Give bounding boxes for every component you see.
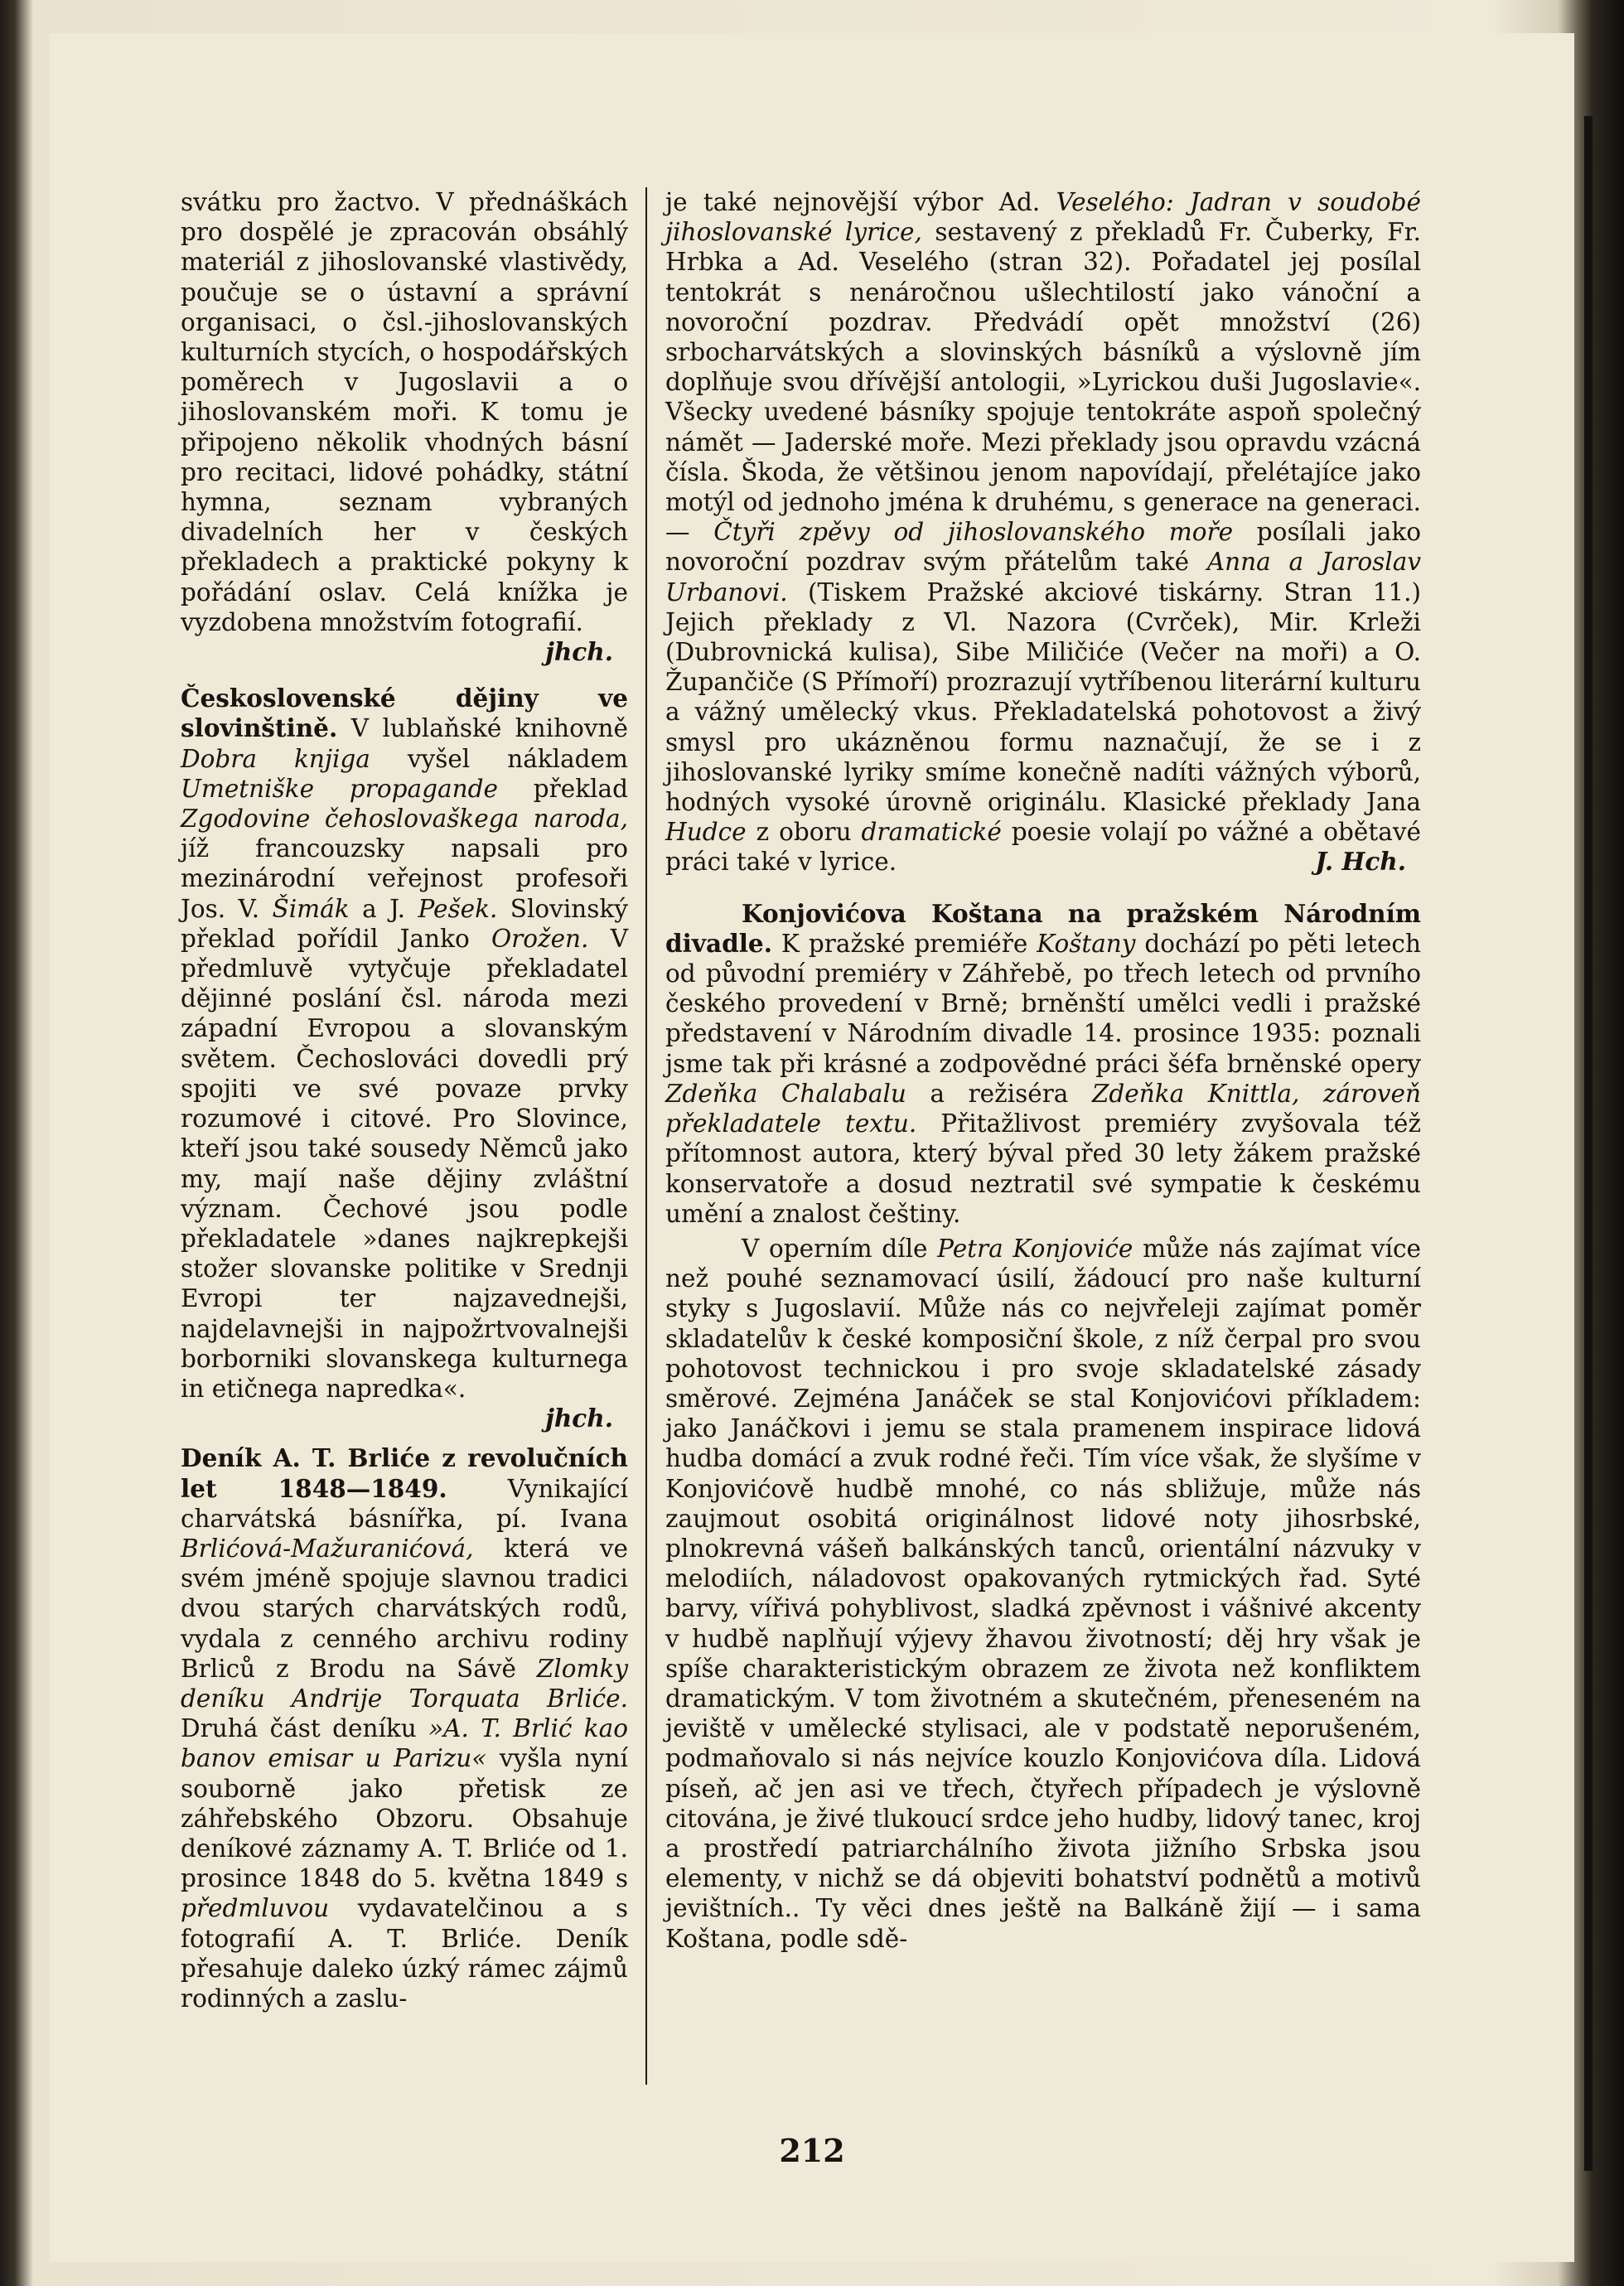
right-column — [665, 187, 1421, 1954]
article-paragraph: Deník A. T. Brliće z revolučních let 1848—1849. Vynikající charvátská básnířka, pí. Ivana Brlićová-Mažuranićová, která ve svém jméně spojuje slavnou tradici dvou starých charvátských rodů, vydala z cenného archivu rodiny Brliců z Brodu na Sávě Zlomky deníku Andrije Torquata Brliće. Druhá část deníku »A. T. Brlić kao banov emisar u Parizu« vyšla nyní souborně jako přetisk ze záhřebského Obzoru. Obsahuje deníkové záznamy A. T. Brliće od 1. prosince 1848 do 5. května 1849 s předmluvou vydavatelčinou a s fotografií A. T. Brliće. Deník přesahuje daleko úzký rámec zájmů rodinných a zaslu- — [181, 1443, 628, 2013]
article-paragraph: Československé dějiny ve slovinštině. V lublaňské knihovně Dobra knjiga vyšel nákladem Umetniške propagande překlad Zgodovine čehoslovaškega naroda, jíž francouzsky napsali pro mezinárodní veřejnost profesoři Jos. V. Šimák a J. Pešek. Slovinský překlad pořídil Janko Orožen. V předmluvě vytyčuje překladatel dějinné poslání čsl. národa mezi západní Evropou a slovanským světem. Čechoslováci dovedli prý spojiti ve své povaze prvky rozumové i citové. Pro Slovince, kteří jsou také sousedy Němců jako my, mají naše dějiny zvláštní význam. Čechové jsou podle překladatele »danes najkrepkejši stožer slovanske politike v Srednji Evropi ter najzavednejši, najdelavnejši in najpožrtvovalnejši borborniki slovanskega kulturnega in etičnega napredka«. — [181, 684, 628, 1403]
article-heading: Československé dějiny ve slovinštině. — [181, 684, 628, 743]
signature: jhch. — [545, 1404, 613, 1433]
article-paragraph: svátku pro žactvo. V přednáškách pro dospělé je zpracován obsáhlý materiál z jihoslovanské vlastivědy, poučuje se o ústavní a správní organisaci, o čsl.-jihoslovanských kulturních stycích, o hospodářských poměrech v Jugoslavii a o jihoslovanském moři. K tomu je připojeno několik vhodných básní pro recitaci, lidové pohádky, státní hymna, seznam vybraných divadelních her v českých překladech a praktické pokyny k pořádání oslav. Celá knížka je vyzdobena množstvím fotografií. — [181, 188, 628, 636]
column-divider — [645, 187, 647, 2085]
signature: J. Hch. — [1315, 847, 1406, 877]
page-number: 212 — [779, 2132, 845, 2169]
article-heading: Deník A. T. Brliće z revolučních let 1848—1849. — [181, 1443, 628, 1503]
article-paragraph: V operním díle Petra Konjoviće může nás zajímat více než pouhé seznamovací úsilí, žádoucí pro naše kulturní styky s Jugoslavií. Může nás co nejvřeleji zajímat poměr skladatelův k české komposiční škole, z níž čerpal pro svou pohotovost technickou i pro svoje skladatelské zásady směrové. Zejména Janáček se stal Konjovićovi příkladem: jako Janáčkovi i jemu se stala pramenem inspirace lidová hudba domácí a zvuk rodné řeči. Tím více však, že slyšíme v Konjovićově hudbě mnohé, co nás sbližuje, může nás zaujmout osobitá originálnost lidové noty jihosrbské, plnokrevná vášeň balkánských tanců, orientální názvuky v melodiích, náladovost opakovaných rytmických řad. Syté barvy, vířivá pohyblivost, sladká zpěvnost i vášnivé akcenty v hudbě naplňují výjevy žhavou životností; děj hry však je spíše charakteristickým obrazem ze života než konfliktem dramatickým. V tom životném a skutečném, přeneseném na jeviště v umělecké stylisaci, ale v podstatě neporušeném, podmaňovalo si nás nejvíce kouzlo Konjovićova díla. Lidová píseň, ač jen asi ve třech, čtyřech případech je výslovně citována, je živé tlukoucí srdce jeho hudby, lidový tanec, kroj a prostředí patriarchálního života jižního Srbska jsou elementy, v nichž se dá objeviti bohatství podnětů a motivů jevištních.. Ty věci dnes ještě na Balkáně žijí — i sama Koštana, podle sdě- — [665, 1234, 1421, 1953]
spine-shadow — [1584, 116, 1593, 2171]
article-paragraph: Konjovićova Koštana na pražském Národním divadle. K pražské premiéře Koštany dochází po pěti letech od původní premiéry v Záhřebě, po třech letech od prvního českého provedení v Brně; brněnští umělci vedli i pražské představení v Národním divadle 14. prosince 1935: poznali jsme tak při krásné a zodpovědné práci šéfa brněnské opery Zdeňka Chalabalu a režiséra Zdeňka Knittla, zároveň překladatele textu. Přitažlivost premiéry zvyšovala též přítomnost autora, který býval před 30 lety žákem pražské konservatoře a dosud neztratil své sympatie k českému umění a znalost češtiny. — [665, 898, 1421, 1228]
left-column — [181, 187, 628, 2013]
article-heading: Konjovićova Koštana na pražském Národním divadle. — [665, 898, 1421, 958]
article-paragraph: je také nejnovější výbor Ad. Veselého: Jadran v soudobé jihoslovanské lyrice, sestavený z překladů Fr. Čuberky, Fr. Hrbka a Ad. Veselého (stran 32). Pořadatel jej posílal tentokrát s nenáročnou ušlechtilostí jako vánoční a novoroční pozdrav. Předvádí opět množství (26) srbocharvátských a slovinských básníků a výslovně jím doplňuje svou dřívější antologii, »Lyrickou duši Jugoslavie«. Všecky uvedené básníky spojuje tentokráte aspoň společný námět — Jaderské moře. Mezi překlady jsou opravdu vzácná čísla. Škoda, že většinou jenom napovídají, přelétajíce jako motýl od jednoho jména k druhému, s generace na generaci. — Čtyři zpěvy od jihoslovanského moře posílali jako novoroční pozdrav svým přátelům také Anna a Jaroslav Urbanovi. (Tiskem Pražské akciové tiskárny. Stran 11.) Jejich překlady z Vl. Nazora (Cvrček), Mir. Krleži (Dubrovnická kulisa), Sibe Miličiće (Večer na moři) a O. Župančiče (S Přímoří) prozrazují vytříbenou literární kulturu a vážný umělecký vkus. Překladatelská pohotovost a živý smysl pro ukázněnou formu naznačují, že se i z jihoslovanské lyriky smíme konečně nadíti vážných výborů, hodných vysoké úrovně originálu. Klasické překlady Jana Hudce z oboru dramatické poesie volají po vážné a obětavé práci také v lyrice. J. Hch. — [665, 188, 1421, 877]
signature: jhch. — [545, 637, 613, 667]
